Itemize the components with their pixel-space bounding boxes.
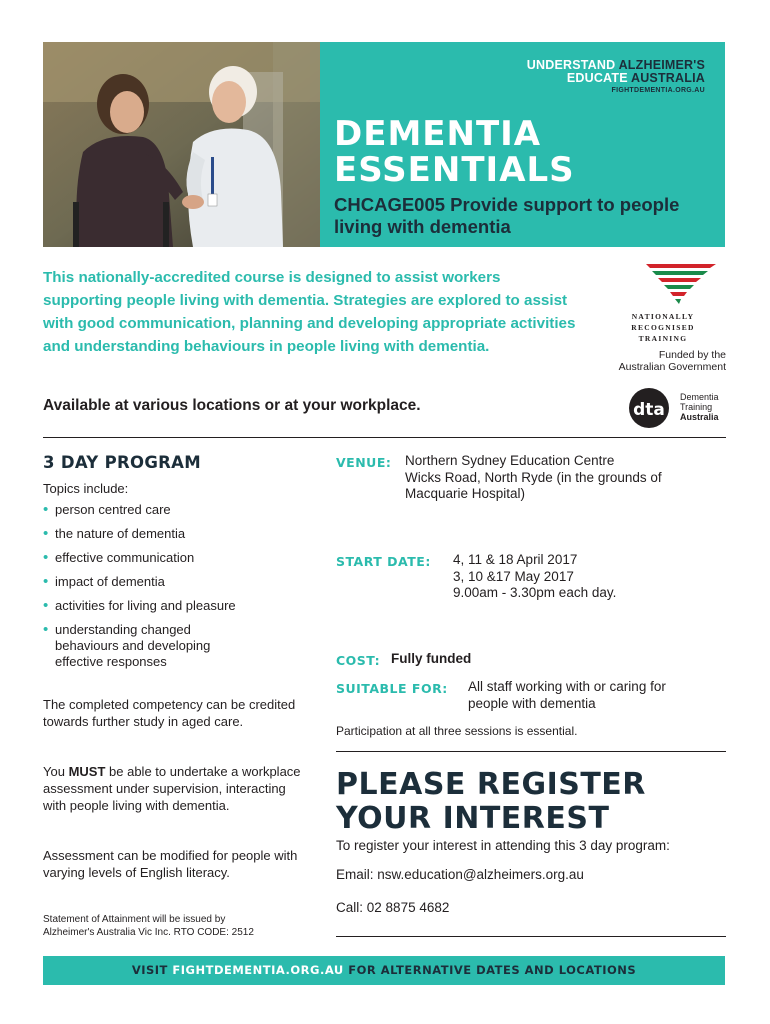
must-word: MUST	[68, 764, 106, 779]
caregiver-photo	[43, 42, 320, 247]
suitable-value	[468, 679, 666, 712]
competency-text: The completed competency can be credited towards further study in aged care.	[43, 697, 296, 729]
list-item: • effective communication	[43, 550, 313, 566]
list-item: • impact of dementia	[43, 574, 313, 590]
start-line-3: 9.00am - 3.30pm each day.	[453, 585, 617, 600]
cost-label: COST:	[336, 653, 381, 668]
statement-text	[43, 913, 313, 939]
register-intro: To register your interest in attending this 3 day program:	[336, 838, 670, 853]
register-call	[336, 900, 449, 915]
divider-register	[336, 751, 726, 752]
must-text	[43, 763, 303, 814]
brand-australia: AUSTRALIA	[630, 71, 705, 86]
nrt-caption	[600, 311, 726, 344]
phone-link[interactable]: 02 8875 4682	[366, 900, 450, 915]
footer-url-link[interactable]: FIGHTDEMENTIA.ORG.AU	[172, 963, 344, 977]
divider-top	[43, 437, 726, 438]
suitable-label: SUITABLE FOR:	[336, 681, 448, 696]
intro-text: This nationally-accredited course is designed to assist workers supporting people living with dementia. Strategies are explored to assist with good communication, planning and developing appropriate activities and understanding behaviours in people living with dementia.	[43, 269, 576, 355]
suitable-line-2: people with dementia	[468, 695, 596, 711]
dta-text	[680, 392, 719, 422]
footer-banner	[43, 956, 725, 985]
register-title	[336, 768, 646, 836]
brand-educate: EDUCATE	[566, 71, 628, 86]
start-line-1: 4, 11 & 18 April 2017	[453, 552, 578, 567]
venue-value	[405, 453, 662, 503]
register-email	[336, 867, 584, 882]
dta-logo	[628, 387, 726, 429]
email-link[interactable]: nsw.education@alzheimers.org.au	[377, 867, 584, 882]
brand-url: FIGHTDEMENTIA.ORG.AU	[611, 87, 705, 95]
footer-visit: VISIT	[131, 963, 173, 977]
dta-line-2: Training	[680, 402, 713, 412]
start-date-value	[453, 552, 616, 602]
statement-line-1: Statement of Attainment will be issued by	[43, 914, 226, 925]
nrt-logo-block	[600, 262, 726, 373]
list-item: • the nature of dementia	[43, 526, 313, 542]
nrt-triangle-icon	[644, 262, 718, 310]
title-line-2: ESSENTIALS	[334, 150, 575, 190]
start-date-label: START DATE:	[336, 554, 431, 569]
email-label: Email:	[336, 867, 374, 882]
statement-line-2: Alzheimer's Australia Vic Inc. RTO CODE: 2512	[43, 927, 254, 938]
venue-line-2: Wicks Road, North Ryde (in the grounds of	[405, 469, 662, 485]
funded-line-2: Australian Government	[618, 361, 726, 373]
dta-circle-icon	[628, 387, 674, 429]
page-title	[334, 116, 575, 188]
topics-list	[43, 502, 313, 670]
register-title-line-2: YOUR INTEREST	[336, 801, 610, 836]
header-banner	[43, 42, 725, 247]
list-item: • understanding changed behaviours and developing effective responses	[43, 622, 243, 670]
venue-line-3: Macquarie Hospital)	[405, 486, 526, 501]
call-label: Call:	[336, 900, 364, 915]
dta-mark: dta	[633, 400, 665, 420]
divider-bottom	[336, 936, 726, 937]
assessment-text: Assessment can be modified for people with varying levels of English literacy.	[43, 848, 298, 880]
availability-text: Available at various locations or at your workplace.	[43, 397, 421, 414]
program-title: 3 DAY PROGRAM	[43, 453, 201, 472]
register-title-line-1: PLEASE REGISTER	[336, 767, 646, 802]
participation-text: Participation at all three sessions is essential.	[336, 724, 578, 738]
cost-value: Fully funded	[391, 651, 472, 666]
must-suffix: be able to undertake a workplace assessment under supervision, interacting with people living with dementia.	[43, 764, 301, 813]
footer-rest: FOR ALTERNATIVE DATES AND LOCATIONS	[343, 963, 637, 977]
nrt-caption-line-2: TRAINING	[638, 334, 688, 343]
list-item: • person centred care	[43, 502, 313, 518]
dta-line-1: Dementia	[680, 392, 719, 402]
funded-by-text	[600, 349, 726, 373]
venue-line-1: Northern Sydney Education Centre	[405, 453, 615, 468]
funded-line-1: Funded by the	[658, 349, 726, 361]
brand-alzheimers: ALZHEIMER'S	[618, 58, 705, 72]
title-line-1: DEMENTIA	[334, 114, 542, 154]
nrt-caption-line-1: NATIONALLY RECOGNISED	[631, 312, 695, 332]
program-column	[43, 453, 313, 678]
course-subtitle: CHCAGE005 Provide support to people living with dementia	[334, 194, 680, 237]
venue-label: VENUE:	[336, 455, 392, 470]
brand-understand: UNDERSTAND	[526, 58, 616, 72]
topics-label: Topics include:	[43, 481, 129, 496]
list-item: • activities for living and pleasure	[43, 598, 313, 614]
must-prefix: You	[43, 764, 69, 779]
suitable-line-1: All staff working with or caring for	[468, 679, 666, 694]
start-line-2: 3, 10 &17 May 2017	[453, 568, 574, 584]
dta-line-3: Australia	[680, 412, 719, 422]
alzheimers-australia-logo	[527, 59, 705, 95]
